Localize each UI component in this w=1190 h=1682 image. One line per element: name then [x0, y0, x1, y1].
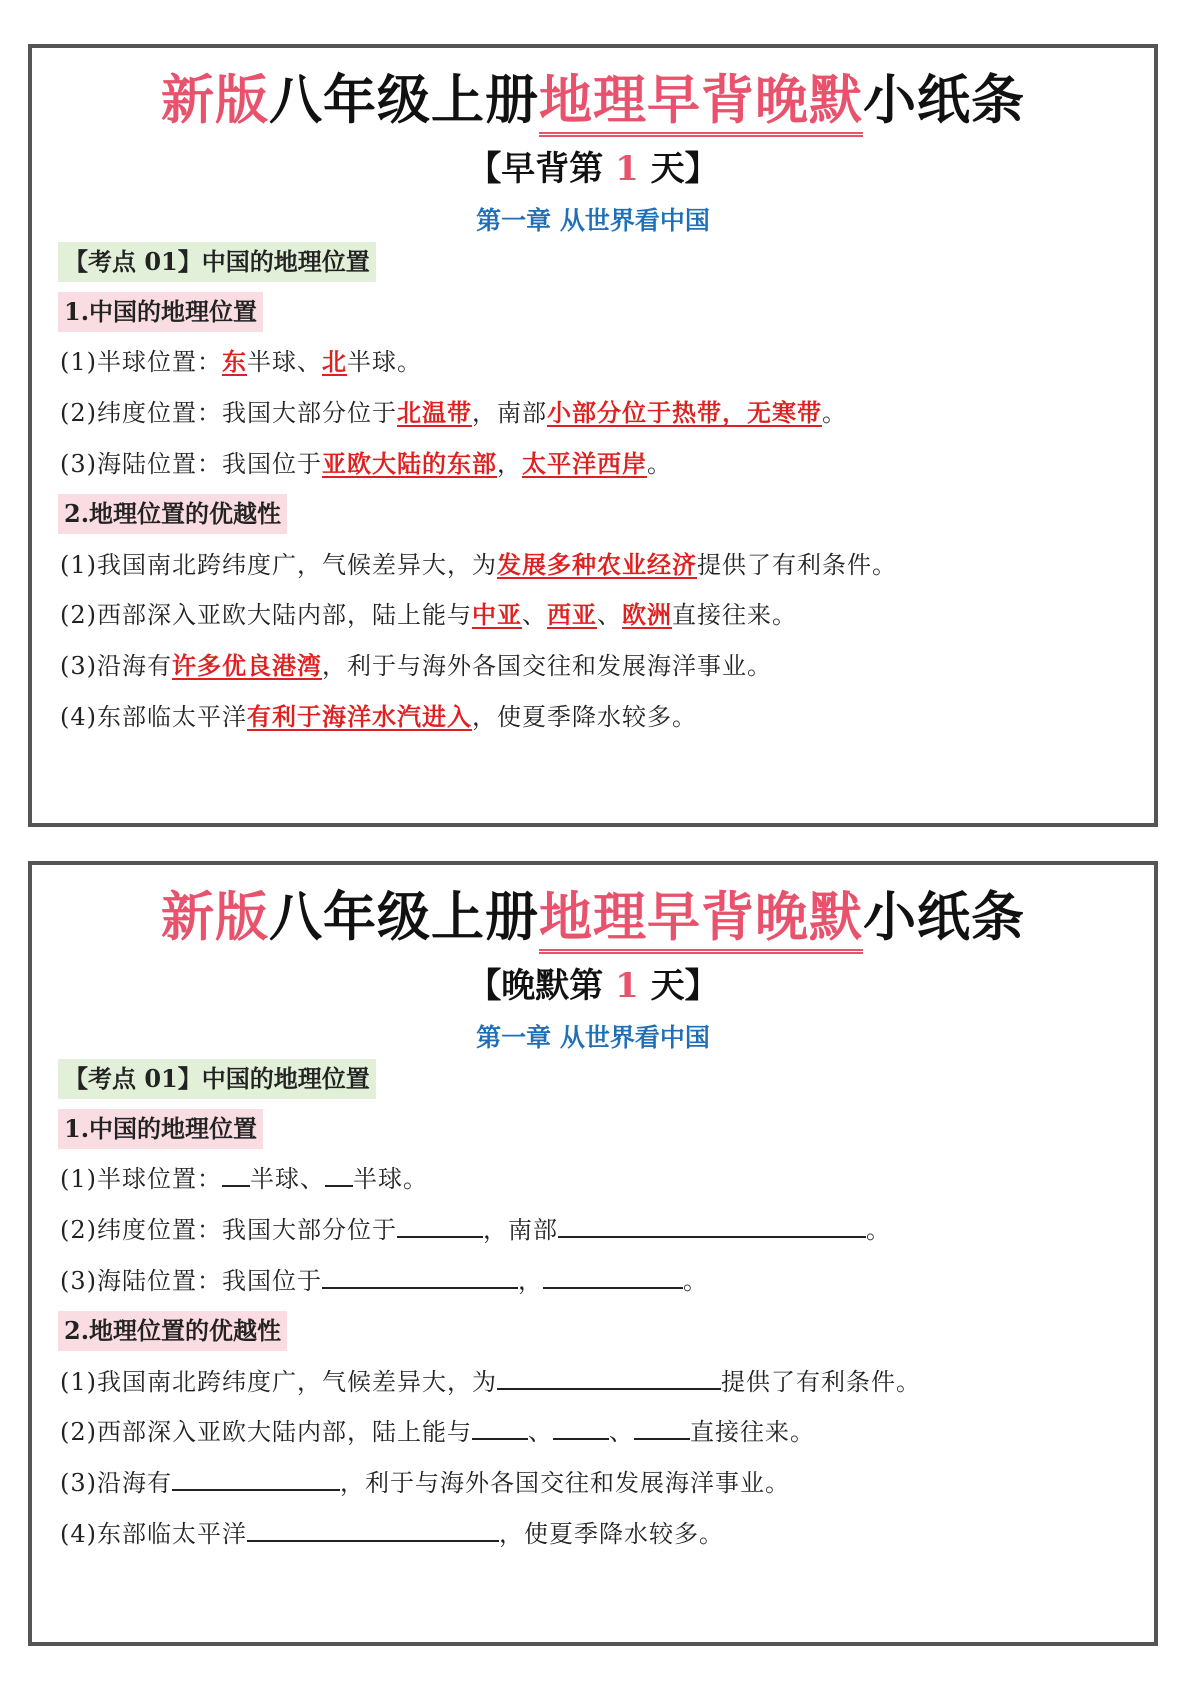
- answer: 中亚: [472, 600, 522, 629]
- answer: 北: [322, 347, 347, 376]
- line-advantage-3: (3)沿海有许多优良港湾，利于与海外各国交往和发展海洋事业。: [60, 651, 772, 680]
- day-subtitle: 【晚默第 1 天】: [467, 966, 719, 1006]
- fill-blank[interactable]: [553, 1412, 609, 1440]
- card-title: 新版八年级上册地理早背晚默小纸条: [32, 879, 1154, 955]
- line-advantage-2: (2)西部深入亚欧大陆内部，陆上能与中亚、西亚、欧洲直接往来。: [60, 600, 797, 629]
- fill-blank[interactable]: [472, 1412, 528, 1440]
- day-subtitle: 【早背第 1 天】: [467, 149, 719, 189]
- fill-blank[interactable]: [172, 1463, 340, 1491]
- line-hemisphere: (1)半球位置：东半球、北半球。: [60, 347, 422, 376]
- fill-blank[interactable]: [222, 1159, 250, 1187]
- morning-recite-card: [28, 44, 1158, 827]
- fill-blank[interactable]: [325, 1159, 353, 1187]
- fill-blank[interactable]: [497, 1362, 721, 1390]
- answer: 太平洋西岸: [522, 449, 647, 478]
- answer: 西亚: [547, 600, 597, 629]
- answer: 北温带: [397, 398, 472, 427]
- section-heading-2: 2.地理位置的优越性: [58, 1311, 287, 1351]
- kaodian-tag: 【考点 01】中国的地理位置: [58, 242, 376, 282]
- line-advantage-3: (3)沿海有 ，利于与海外各国交往和发展海洋事业。: [60, 1463, 790, 1503]
- fill-blank[interactable]: [397, 1210, 483, 1238]
- line-advantage-1: (1)我国南北跨纬度广，气候差异大，为发展多种农业经济提供了有利条件。: [60, 550, 897, 579]
- fill-blank[interactable]: [322, 1261, 518, 1289]
- line-land-sea: (3)海陆位置：我国位于亚欧大陆的东部，太平洋西岸。: [60, 449, 672, 478]
- fill-blank[interactable]: [543, 1261, 683, 1289]
- answer: 有利于海洋水汽进入: [247, 702, 472, 731]
- line-latitude: (2)纬度位置：我国大部分位于 ，南部 。: [60, 1210, 891, 1250]
- line-latitude: (2)纬度位置：我国大部分位于北温带，南部小部分位于热带，无寒带。: [60, 398, 847, 427]
- fill-blank[interactable]: [247, 1514, 499, 1542]
- line-advantage-1: (1)我国南北跨纬度广，气候差异大，为 提供了有利条件。: [60, 1362, 921, 1402]
- line-advantage-4: (4)东部临太平洋 ，使夏季降水较多。: [60, 1514, 724, 1554]
- evening-dictation-card: [28, 861, 1158, 1646]
- fill-blank[interactable]: [558, 1210, 866, 1238]
- chapter-heading: 第一章 从世界看中国: [476, 1023, 710, 1052]
- line-advantage-4: (4)东部临太平洋有利于海洋水汽进入，使夏季降水较多。: [60, 702, 697, 731]
- section-heading-2: 2.地理位置的优越性: [58, 494, 287, 534]
- chapter-heading: 第一章 从世界看中国: [476, 206, 710, 235]
- line-advantage-2: (2)西部深入亚欧大陆内部，陆上能与 、 、 直接往来。: [60, 1412, 815, 1452]
- line-land-sea: (3)海陆位置：我国位于 ， 。: [60, 1261, 708, 1301]
- section-heading-1: 1.中国的地理位置: [58, 1109, 263, 1149]
- answer: 欧洲: [622, 600, 672, 629]
- card-title: 新版八年级上册地理早背晚默小纸条: [32, 62, 1154, 138]
- answer: 发展多种农业经济: [497, 550, 697, 579]
- answer: 小部分位于热带，无寒带: [547, 398, 822, 427]
- fill-blank[interactable]: [634, 1412, 690, 1440]
- answer: 许多优良港湾: [172, 651, 322, 680]
- answer: 亚欧大陆的东部: [322, 449, 497, 478]
- section-heading-1: 1.中国的地理位置: [58, 292, 263, 332]
- answer: 东: [222, 347, 247, 376]
- line-hemisphere: (1)半球位置： 半球、 半球。: [60, 1159, 428, 1199]
- kaodian-tag: 【考点 01】中国的地理位置: [58, 1059, 376, 1099]
